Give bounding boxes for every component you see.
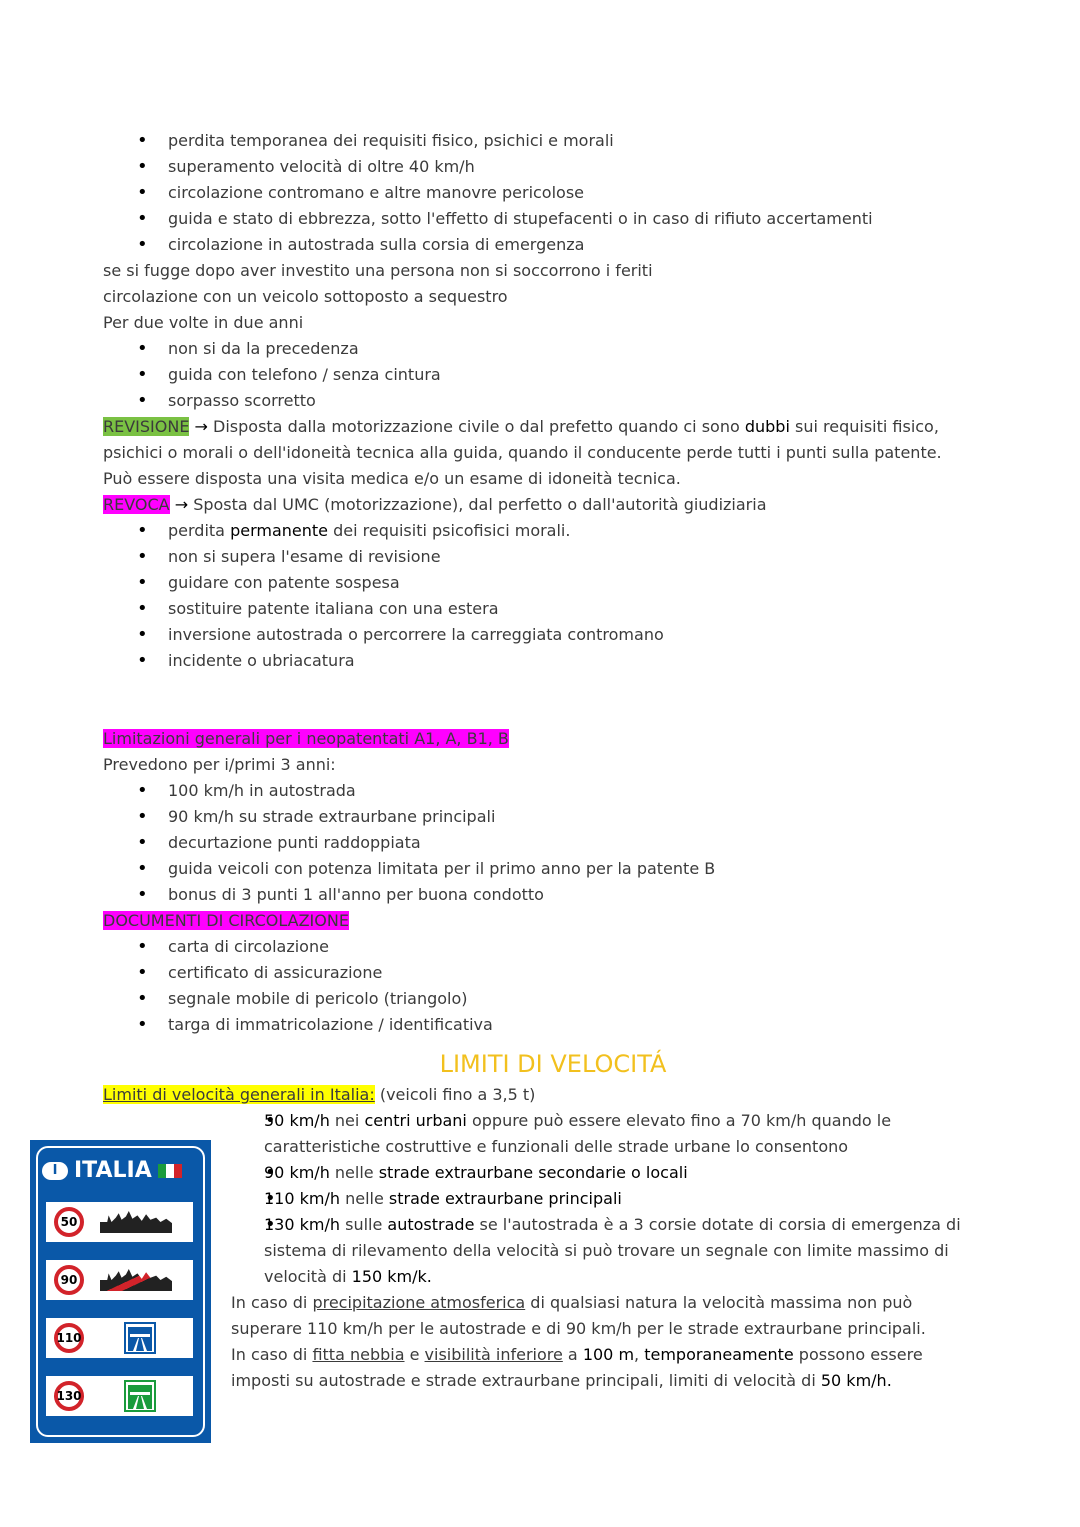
list-item: • perdita permanente dei requisiti psicofisici morali. bbox=[103, 518, 1003, 544]
revoca-label: REVOCA bbox=[103, 495, 170, 514]
country-code: I bbox=[42, 1162, 68, 1180]
text-line: Per due volte in due anni bbox=[103, 313, 304, 332]
list-item: • 90 km/h nelle strade extraurbane secondarie o locali bbox=[231, 1160, 981, 1186]
list-item: • superamento velocità di oltre 40 km/h bbox=[103, 154, 1003, 180]
list-item: • sostituire patente italiana con una estera bbox=[103, 596, 1003, 622]
list-item: • segnale mobile di pericolo (triangolo) bbox=[103, 986, 1003, 1012]
italy-flag-icon bbox=[158, 1164, 182, 1178]
list-item: • bonus di 3 punti 1 all'anno per buona condotto bbox=[103, 882, 1003, 908]
revoca-text: Sposta dal UMC (motorizzazione), dal perfetto o dall'autorità giudiziaria bbox=[188, 495, 767, 514]
list-item: • 130 km/h sulle autostrade se l'autostrada è a 3 corsie dotate di corsia di emergenza di sistema di rilevamento della velocità si può trovare un segnale con limite massimo di velocità di 150 km/k. bbox=[231, 1212, 981, 1290]
city-end-icon bbox=[100, 1269, 172, 1291]
list-item: • non si da la precedenza bbox=[103, 336, 1003, 362]
paragraph: In caso di fitta nebbia e visibilità inferiore a 100 m, temporaneamente possono essere imposti su autostrade e strade extraurbane principali, limiti di velocità di 50 km/h. bbox=[231, 1345, 923, 1390]
green-motorway-icon bbox=[124, 1380, 156, 1412]
list-item: • incidente o ubriacatura bbox=[103, 648, 1003, 674]
list-item: • decurtazione punti raddoppiata bbox=[103, 830, 1003, 856]
sign-header bbox=[42, 1158, 182, 1183]
revisione-text: Disposta dalla motorizzazione civile o dal prefetto quando ci sono bbox=[207, 417, 745, 436]
limiti-content bbox=[231, 1108, 981, 1394]
list-item: • sorpasso scorretto bbox=[103, 388, 1003, 414]
list-item: • guidare con patente sospesa bbox=[103, 570, 1003, 596]
list-item: • inversione autostrada o percorrere la carreggiata contromano bbox=[103, 622, 1003, 648]
list-item: • guida con telefono / senza cintura bbox=[103, 362, 1003, 388]
list-item: • carta di circolazione bbox=[103, 934, 1003, 960]
list-item: • 100 km/h in autostrada bbox=[103, 778, 1003, 804]
list-item: • circolazione contromano e altre manovre pericolose bbox=[103, 180, 1003, 206]
arrow-icon: → bbox=[174, 495, 189, 514]
documenti-heading: DOCUMENTI DI CIRCOLAZIONE bbox=[103, 911, 349, 930]
document-body bbox=[103, 128, 1003, 1394]
list-item: • perdita temporanea dei requisiti fisico, psichici e morali bbox=[103, 128, 1003, 154]
sign-row-extraurban bbox=[46, 1260, 193, 1300]
speed-limit-icon: 130 bbox=[54, 1381, 84, 1411]
sign-row-urban bbox=[46, 1202, 193, 1242]
italia-speed-limits-sign bbox=[30, 1140, 211, 1443]
revoca-line bbox=[103, 492, 1003, 518]
text-line: se si fugge dopo aver investito una persona non si soccorrono i feriti bbox=[103, 261, 653, 280]
arrow-icon: → bbox=[194, 417, 208, 436]
speed-limit-icon: 90 bbox=[54, 1265, 84, 1295]
revisione-paragraph bbox=[103, 414, 1003, 466]
sign-row-main-road bbox=[46, 1318, 193, 1358]
section-title: LIMITI DI VELOCITÁ bbox=[439, 1050, 667, 1078]
text-line: Può essere disposta una visita medica e/o un esame di idoneità tecnica. bbox=[103, 469, 681, 488]
revisione-bold: dubbi bbox=[744, 417, 790, 436]
revisione-label: REVISIONE bbox=[103, 417, 190, 436]
text-line: Prevedono per i/primi 3 anni: bbox=[103, 755, 336, 774]
paragraph: In caso di precipitazione atmosferica di qualsiasi natura la velocità massima non può superare 110 km/h per le autostrade e di 90 km/h per le strade extraurbane principali. bbox=[231, 1293, 926, 1338]
list-item: • certificato di assicurazione bbox=[103, 960, 1003, 986]
revisione-text-2: sui requisiti fisico, psichici o morali o dell'idoneità tecnica alla guida, quando il conducente perde tutti i punti sulla patente. bbox=[103, 417, 942, 462]
list-item: • guida veicoli con potenza limitata per il primo anno per la patente B bbox=[103, 856, 1003, 882]
speed-limit-icon: 110 bbox=[54, 1323, 84, 1353]
list-item: • guida e stato di ebbrezza, sotto l'effetto di stupefacenti o in caso di rifiuto accertamenti bbox=[103, 206, 1003, 232]
sign-row-motorway bbox=[46, 1376, 193, 1416]
blue-motorway-icon bbox=[124, 1322, 156, 1354]
country-name: ITALIA bbox=[74, 1158, 152, 1183]
speed-limit-icon: 50 bbox=[54, 1207, 84, 1237]
list-item: • 110 km/h nelle strade extraurbane principali bbox=[231, 1186, 981, 1212]
list-item: • 90 km/h su strade extraurbane principali bbox=[103, 804, 1003, 830]
limiti-subtitle: Limiti di velocità generali in Italia: (veicoli fino a 3,5 t) bbox=[103, 1085, 536, 1104]
list-item: • 50 km/h nei centri urbani oppure può essere elevato fino a 70 km/h quando le caratteristiche costruttive e funzionali delle strade urbane lo consentono bbox=[231, 1108, 981, 1160]
list-item: • non si supera l'esame di revisione bbox=[103, 544, 1003, 570]
city-icon bbox=[100, 1211, 172, 1233]
neopatentati-heading: Limitazioni generali per i neopatentati A1, A, B1, B bbox=[103, 729, 509, 748]
text-line: circolazione con un veicolo sottoposto a sequestro bbox=[103, 287, 508, 306]
list-item: • targa di immatricolazione / identificativa bbox=[103, 1012, 1003, 1038]
list-item: • circolazione in autostrada sulla corsia di emergenza bbox=[103, 232, 1003, 258]
